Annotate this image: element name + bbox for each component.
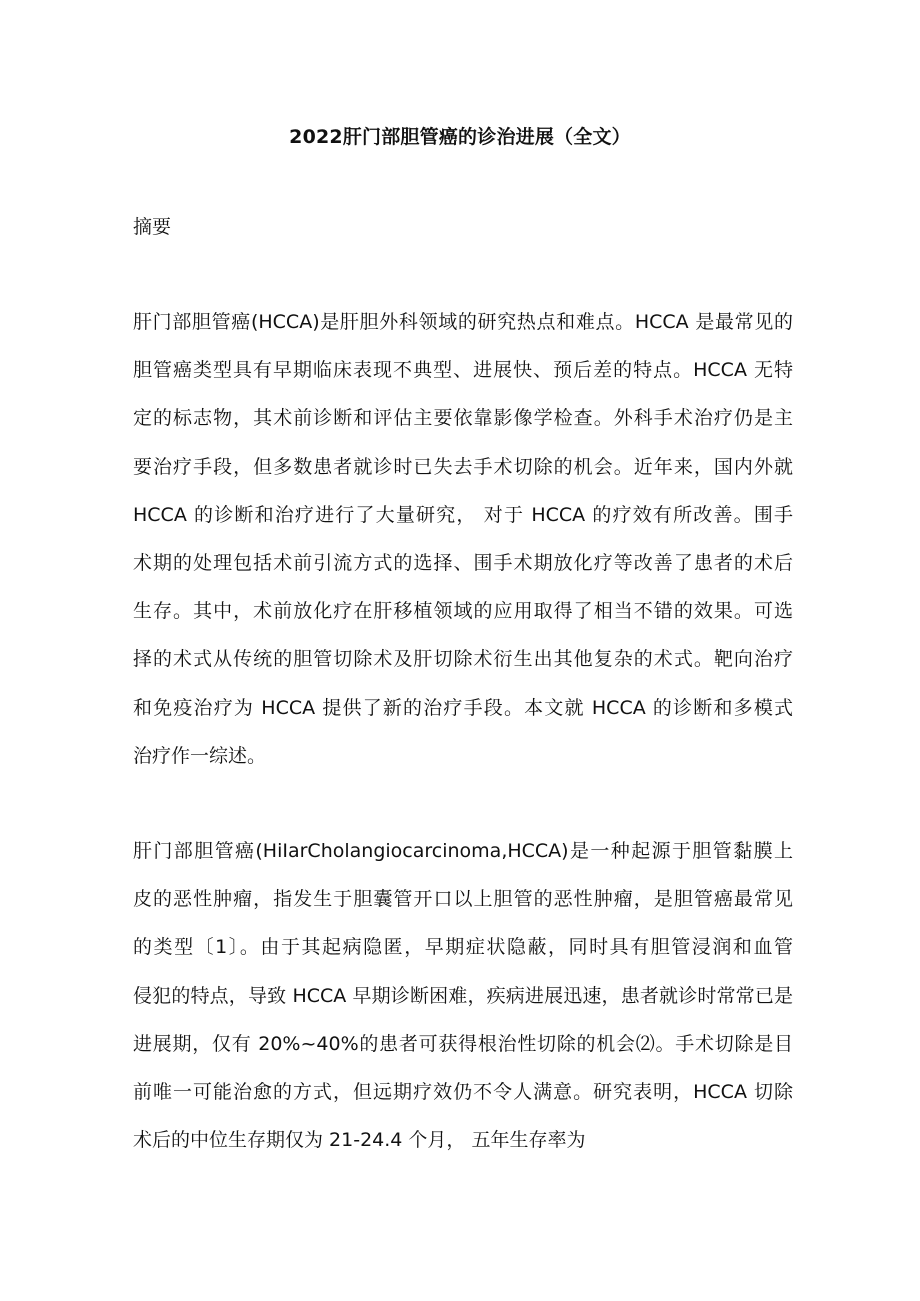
text-line: 肝门部胆管癌(HCCA)是肝胆外科领域的研究热点和难点。HCCA 是最常见的 xyxy=(133,311,793,333)
text-line: 肝门部胆管癌(HiIarCholangiocarcinoma,HCCA)是一种起源于胆管黏膜上 xyxy=(133,840,793,862)
text-line: 前唯一可能治愈的方式，但远期疗效仍不令人满意。研究表明，HCCA 切除 xyxy=(133,1081,793,1104)
text-line: 治疗作一综述。 xyxy=(133,744,267,767)
text-line: 择的术式从传统的胆管切除术及肝切除术衍生出其他复杂的术式。靶向治疗 xyxy=(133,648,793,671)
abstract-paragraph xyxy=(133,298,793,780)
text-line: 术期的处理包括术前引流方式的选择、围手术期放化疗等改善了患者的术后 xyxy=(133,552,793,575)
document-title: 2022肝门部胆管癌的诊治进展（全文） xyxy=(289,126,631,148)
text-line: 和免疫治疗为 HCCA 提供了新的治疗手段。本文就 HCCA 的诊断和多模式 xyxy=(133,696,793,719)
text-line: 生存。其中，术前放化疗在肝移植领域的应用取得了相当不错的效果。可选 xyxy=(133,600,793,623)
body-paragraph xyxy=(133,827,793,1164)
text-line: 定的标志物，其术前诊断和评估主要依靠影像学检查。外科手术治疗仍是主 xyxy=(133,407,793,430)
text-line: 皮的恶性肿瘤，指发生于胆囊管开口以上胆管的恶性肿瘤，是胆管癌最常见 xyxy=(133,888,793,911)
text-line: HCCA 的诊断和治疗进行了大量研究， 对于 HCCA 的疗效有所改善。围手 xyxy=(133,503,793,526)
abstract-heading: 摘要 xyxy=(133,216,172,238)
text-line: 侵犯的特点，导致 HCCA 早期诊断困难，疾病进展迅速，患者就诊时常常已是 xyxy=(133,984,793,1007)
text-line: 要治疗手段，但多数患者就诊时已失去手术切除的机会。近年来，国内外就 xyxy=(133,455,793,478)
text-line: 的类型〔1〕。由于其起病隐匿，早期症状隐蔽，同时具有胆管浸润和血管 xyxy=(133,936,793,959)
text-line: 术后的中位生存期仅为 21-24.4 个月， 五年生存率为 xyxy=(133,1129,586,1152)
text-line: 进展期，仅有 20%~40%的患者可获得根治性切除的机会⑵。手术切除是目 xyxy=(133,1032,793,1055)
text-line: 胆管癌类型具有早期临床表现不典型、进展快、预后差的特点。HCCA 无特 xyxy=(133,359,793,382)
